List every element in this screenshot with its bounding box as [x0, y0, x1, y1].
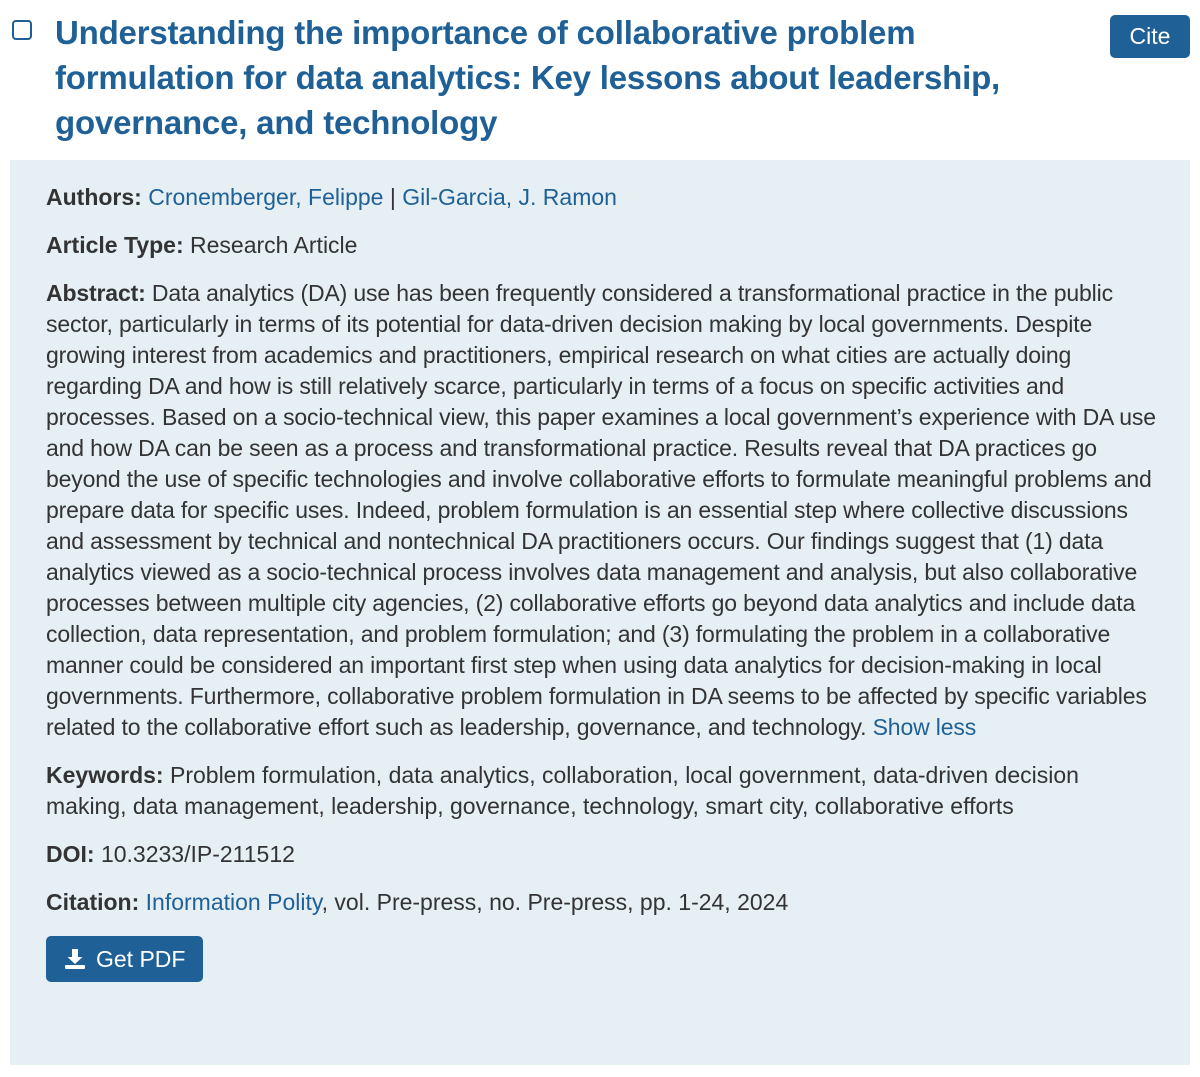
keywords-row: [46, 760, 1156, 822]
cite-button[interactable]: Cite: [1110, 15, 1190, 58]
authors-row: [46, 182, 1156, 213]
article-type-label: Article Type:: [46, 232, 184, 258]
abstract-label: Abstract:: [46, 280, 146, 306]
get-pdf-label: Get PDF: [96, 945, 186, 972]
article-type-value: Research Article: [190, 232, 358, 258]
doi-value: 10.3233/IP-211512: [100, 841, 295, 867]
abstract-row: [46, 278, 1156, 743]
citation-details: , vol. Pre-press, no. Pre-press, pp. 1-24, 2024: [321, 889, 789, 915]
citation-label: Citation:: [46, 889, 140, 915]
article-details-panel: [10, 160, 1190, 1065]
show-less-link[interactable]: Show less: [872, 714, 977, 740]
doi-row: [46, 839, 1156, 870]
authors-label: Authors:: [46, 184, 142, 210]
author-link-gil-garcia[interactable]: Gil-Garcia, J. Ramon: [402, 184, 617, 210]
author-separator: |: [389, 184, 396, 210]
author-link-cronemberger[interactable]: Cronemberger, Felippe: [148, 184, 384, 210]
download-icon: [64, 948, 86, 970]
citation-journal-link[interactable]: Information Polity: [145, 889, 322, 915]
select-article-checkbox[interactable]: [12, 20, 32, 40]
keywords-text: Problem formulation, data analytics, collaboration, local government, data-driven decision making, data management, leadership, governance, technology, smart city, collaborative efforts: [46, 762, 1079, 819]
abstract-text: Data analytics (DA) use has been frequently considered a transformational practice in the public sector, particularly in terms of its potential for data-driven decision making by local governments. Despite growing interest from academics and practitioners, empirical research on what cities are actually doing regarding DA and how is still relatively scarce, particularly in terms of a focus on specific activities and processes. Based on a socio-technical view, this paper examines a local government’s experience with DA use and how DA can be seen as a process and transformational practice. Results reveal that DA practices go beyond the use of specific technologies and involve collaborative efforts to formulate meaningful problems and prepare data for specific uses. Indeed, problem formulation is an essential step where collective discussions and assessment by technical and nontechnical DA practitioners occurs. Our findings suggest that (1) data analytics viewed as a socio-technical process involves data management and analysis, but also collaborative processes between multiple city agencies, (2) collaborative efforts go beyond data analytics and include data collection, data representation, and problem formulation; and (3) formulating the problem in a collaborative manner could be considered an important first step when using data analytics for decision-making in local governments. Furthermore, collaborative problem formulation in DA seems to be affected by specific variables related to the collaborative effort such as leadership, governance, and technology.: [46, 280, 1156, 740]
citation-row: [46, 887, 1156, 918]
get-pdf-button[interactable]: [46, 936, 203, 982]
doi-label: DOI:: [46, 841, 95, 867]
article-header: [0, 0, 1200, 160]
keywords-label: Keywords:: [46, 762, 164, 788]
article-type-row: [46, 230, 1156, 261]
article-title[interactable]: Understanding the importance of collaborative problem formulation for data analytics: Key lessons about leadership, governance, and technology: [55, 14, 1001, 141]
